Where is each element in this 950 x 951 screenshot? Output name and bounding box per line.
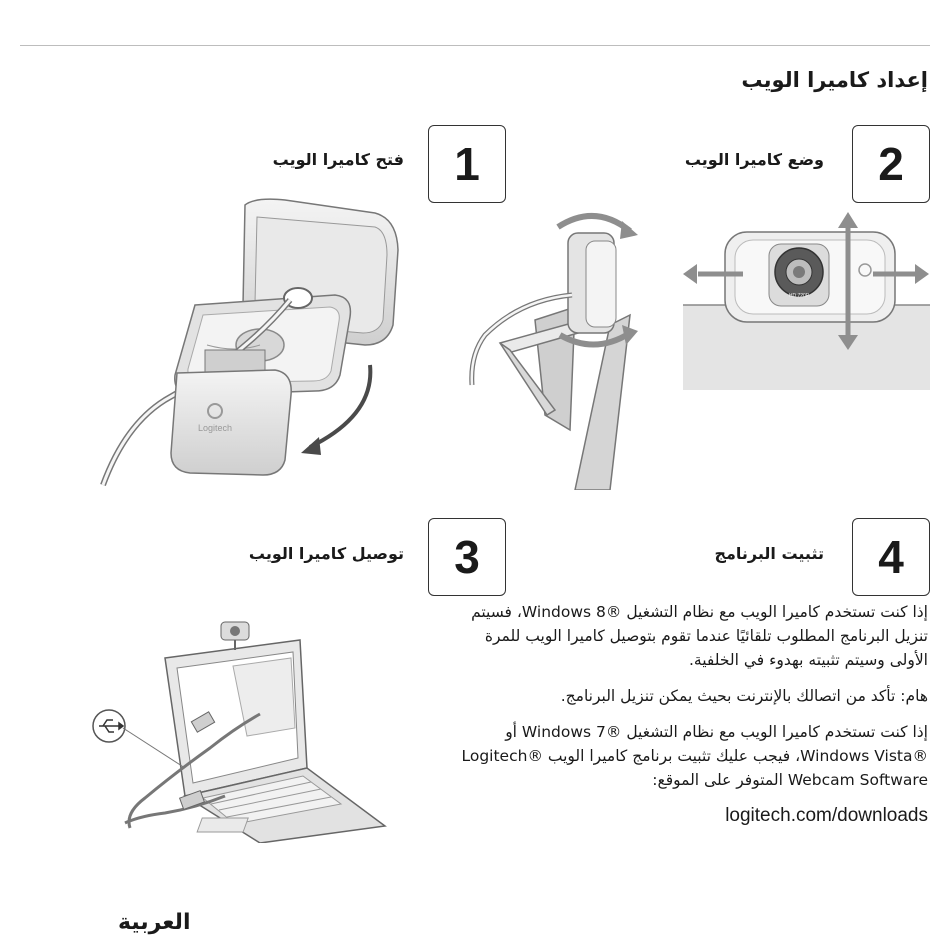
right-arrow-icon bbox=[915, 264, 929, 284]
instructions-windows7-vista: إذا كنت تستخدم كاميرا الويب مع نظام التشغيل ®Windows 7 أو ®Windows Vista، فيجب عليك تثبيت برنامج كاميرا الويب ®Logitech Webcam Software المتوفر على الموقع: bbox=[461, 723, 928, 789]
logitech-logo-text: Logitech bbox=[197, 423, 233, 433]
rotate-up-arrow-icon bbox=[620, 221, 638, 239]
top-rule bbox=[20, 45, 930, 46]
up-arrow-icon bbox=[838, 212, 858, 228]
step-2-number: 2 bbox=[852, 125, 930, 203]
instructions-windows8: إذا كنت تستخدم كاميرا الويب مع نظام التشغيل ®Windows 8، فسيتم تنزيل البرنامج المطلوب تلقائيًا عندما تقوم بتوصيل كاميرا الويب للمرة الأولى وسيتم تثبيته بهدوء في الخلفية. bbox=[471, 603, 928, 669]
step-3-title: توصيل كاميرا الويب bbox=[248, 544, 404, 563]
laptop-connection-illustration bbox=[85, 618, 415, 843]
left-arrow-icon bbox=[683, 264, 697, 284]
rotate-arrow-icon bbox=[301, 437, 321, 455]
step-1-number: 1 bbox=[428, 125, 506, 203]
step-4-title: تثبيت البرنامج bbox=[714, 544, 824, 563]
install-instructions bbox=[458, 600, 928, 840]
download-link[interactable]: logitech.com/downloads bbox=[725, 805, 928, 826]
step-1-title: فتح كاميرا الويب bbox=[272, 150, 404, 169]
instructions-important-note: هام: تأكد من اتصالك بالإنترنت بحيث يمكن تنزيل البرنامج. bbox=[560, 687, 928, 705]
step-2-title: وضع كاميرا الويب bbox=[684, 150, 824, 169]
language-label: العربية bbox=[118, 910, 191, 935]
open-webcam-illustration bbox=[95, 195, 415, 490]
step-4-number: 4 bbox=[852, 518, 930, 596]
webcam-front-illustration bbox=[683, 212, 930, 390]
page-title: إعداد كاميرا الويب bbox=[741, 68, 928, 92]
webcam-model-label: HD 720P bbox=[788, 293, 810, 299]
step-3-number: 3 bbox=[428, 518, 506, 596]
webcam-side-illustration bbox=[460, 205, 640, 490]
